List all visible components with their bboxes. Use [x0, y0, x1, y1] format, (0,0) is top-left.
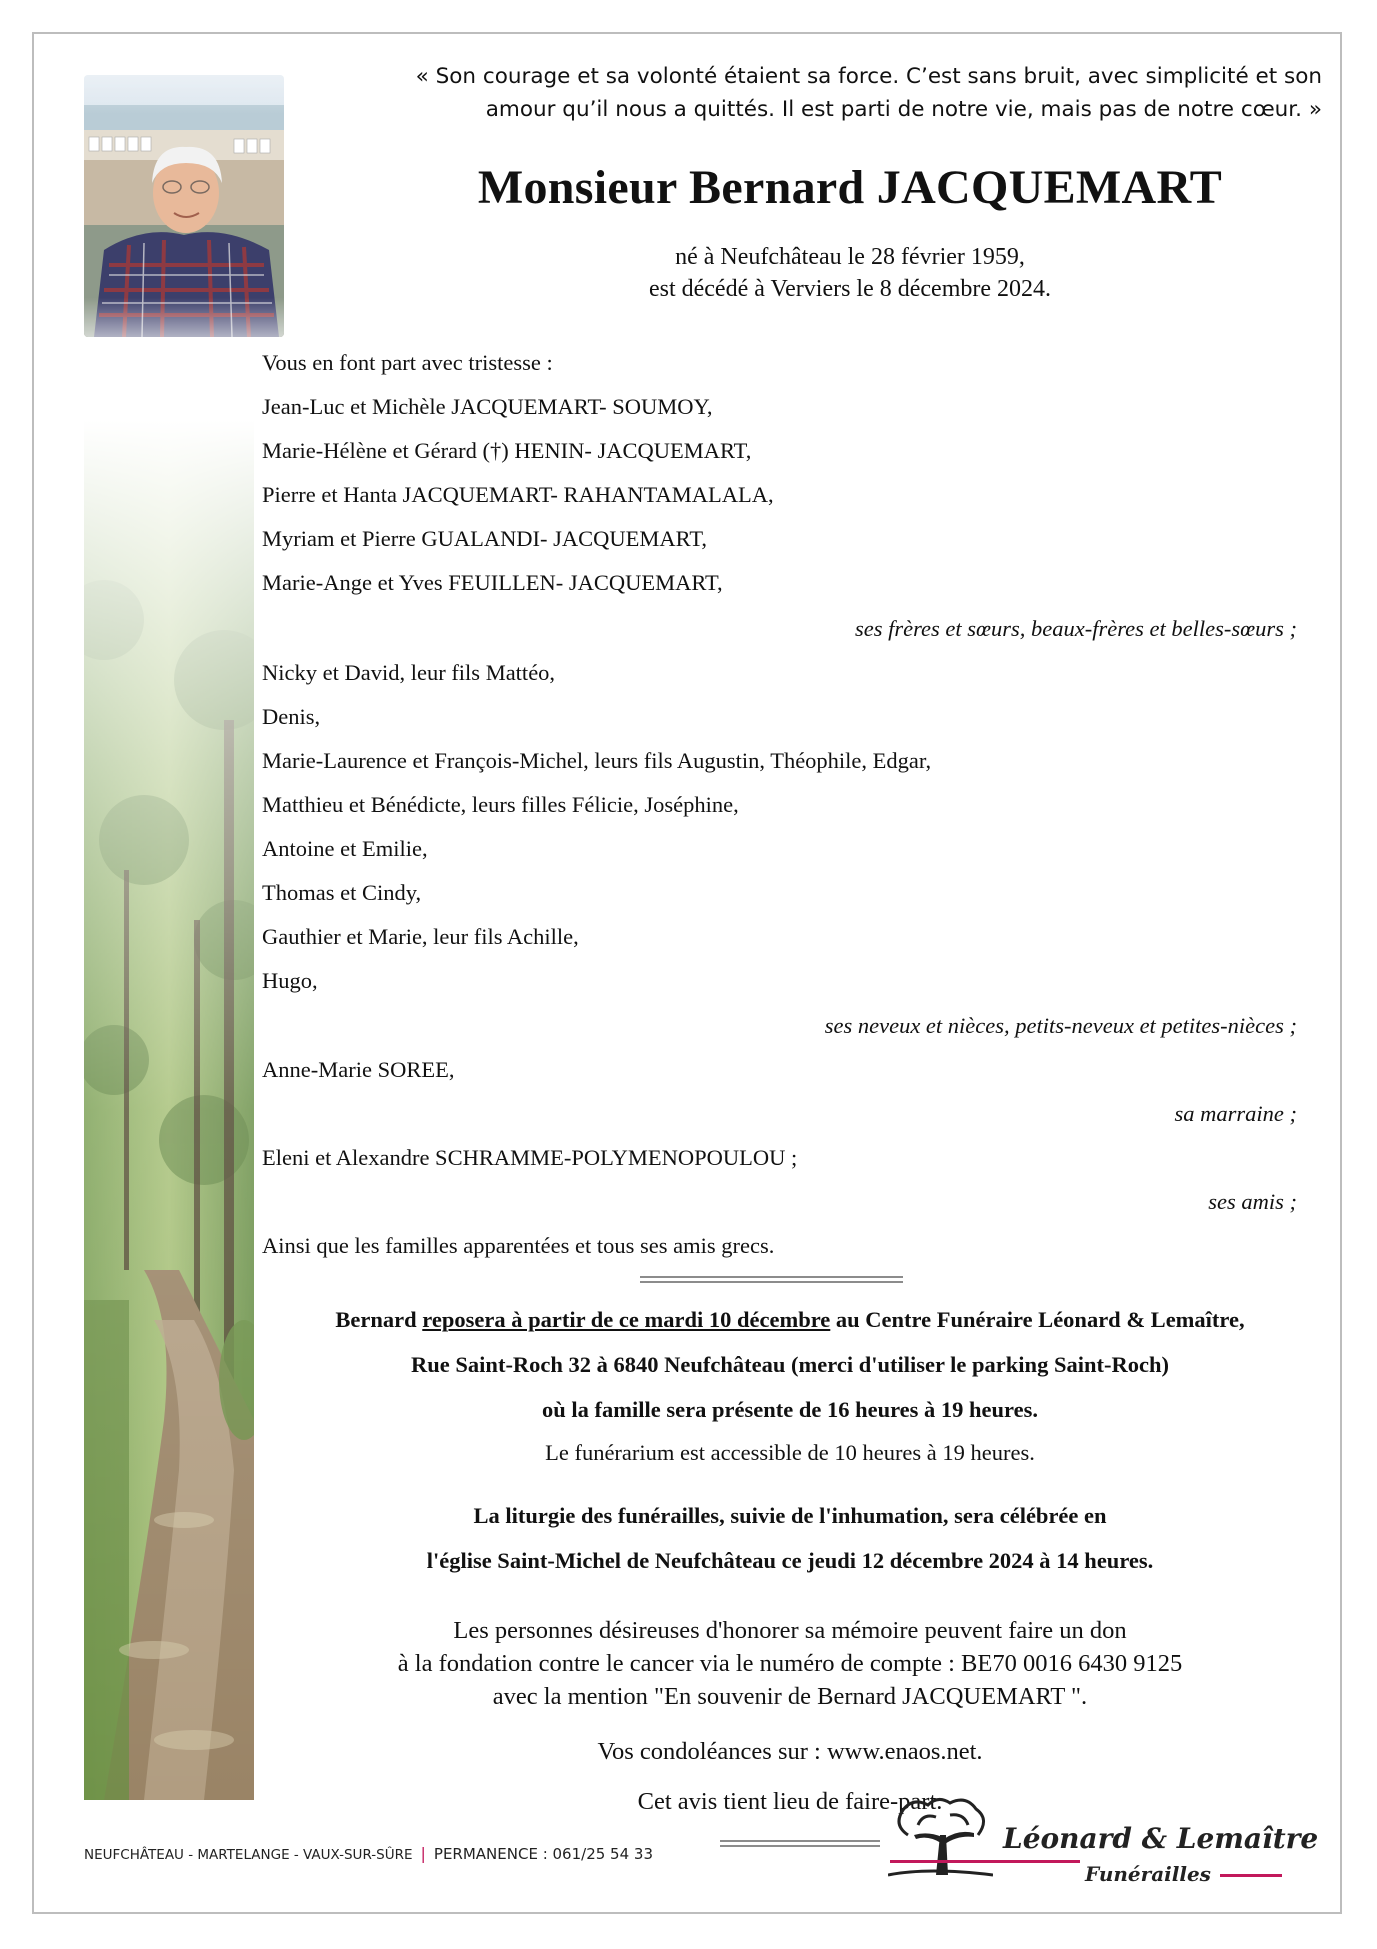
- family-line: Myriam et Pierre GUALANDI- JACQUEMART,: [262, 526, 708, 551]
- quote-line-1: « Son courage et sa volonté étaient sa force. C’est sans bruit, avec simplicité et son: [415, 64, 1322, 89]
- family-line: Pierre et Hanta JACQUEMART- RAHANTAMALALA,: [262, 482, 774, 507]
- visitation-date: reposera à partir de ce mardi 10 décembre: [422, 1307, 831, 1332]
- visitation-line-2: Rue Saint-Roch 32 à 6840 Neufchâteau (merci d'utiliser le parking Saint-Roch): [411, 1352, 1169, 1377]
- family-line: Matthieu et Bénédicte, leurs filles Félicie, Joséphine,: [262, 792, 739, 817]
- visitation-name: Bernard: [335, 1307, 423, 1332]
- visitation-line-4: Le funérarium est accessible de 10 heures à 19 heures.: [545, 1440, 1035, 1465]
- relation-friends: ses amis ;: [1208, 1189, 1297, 1214]
- brand-name: Léonard & Lemaître: [1003, 1822, 1319, 1855]
- family-line: Marie-Laurence et François-Michel, leurs fils Augustin, Théophile, Edgar,: [262, 748, 932, 773]
- footer-permanence: PERMANENCE : 061/25 54 33: [433, 1845, 653, 1863]
- donation-line-3: avec la mention "En souvenir de Bernard JACQUEMART ".: [492, 1683, 1088, 1710]
- forest-path-image: [84, 420, 254, 1800]
- family-line: Marie-Hélène et Gérard (†) HENIN- JACQUEMART,: [262, 438, 752, 463]
- relation-nephews: ses neveux et nièces, petits-neveux et petites-nièces ;: [824, 1013, 1297, 1038]
- birth-line: né à Neufchâteau le 28 février 1959,: [675, 244, 1025, 270]
- portrait-photo: [84, 75, 284, 337]
- family-line: Jean-Luc et Michèle JACQUEMART- SOUMOY,: [262, 394, 713, 419]
- death-line: est décédé à Verviers le 8 décembre 2024.: [648, 276, 1052, 302]
- family-line: Marie-Ange et Yves FEUILLEN- JACQUEMART,: [262, 570, 723, 595]
- family-line: Thomas et Cindy,: [262, 880, 422, 905]
- deceased-name: Monsieur Bernard JACQUEMART: [477, 161, 1223, 214]
- relation-godmother: sa marraine ;: [1174, 1101, 1297, 1126]
- family-line: Anne-Marie SOREE,: [262, 1057, 455, 1082]
- donation-line-2: à la fondation contre le cancer via le numéro de compte : BE70 0016 6430 9125: [397, 1650, 1183, 1677]
- relation-siblings: ses frères et sœurs, beaux-frères et belles-sœurs ;: [854, 616, 1297, 641]
- condolences-line: Vos condoléances sur : www.enaos.net.: [597, 1738, 983, 1765]
- brand-accent-line: [890, 1860, 1080, 1863]
- footer-separator: |: [420, 1844, 426, 1863]
- funeral-line-2: l'église Saint-Michel de Neufchâteau ce jeudi 12 décembre 2024 à 14 heures.: [426, 1548, 1154, 1573]
- section-divider: [640, 1276, 903, 1283]
- tree-logo-icon: [888, 1795, 993, 1885]
- family-line: Denis,: [262, 704, 321, 729]
- brand-subtitle: Funérailles: [1085, 1862, 1211, 1886]
- family-line: Nicky et David, leur fils Mattéo,: [262, 660, 556, 685]
- quote-line-2: amour qu’il nous a quittés. Il est parti de notre vie, mais pas de notre cœur. »: [485, 97, 1322, 122]
- visitation-line-3: où la famille sera présente de 16 heures à 19 heures.: [542, 1397, 1038, 1422]
- footer-locations: NEUFCHÂTEAU - MARTELANGE - VAUX-SUR-SÛRE: [84, 1847, 413, 1863]
- announcement-intro: Vous en font part avec tristesse :: [262, 350, 553, 375]
- donation-line-1: Les personnes désireuses d'honorer sa mémoire peuvent faire un don: [453, 1617, 1127, 1644]
- family-line: Eleni et Alexandre SCHRAMME-POLYMENOPOULOU ;: [262, 1145, 798, 1170]
- footer-contact: [84, 1844, 653, 1863]
- family-line: Antoine et Emilie,: [262, 836, 428, 861]
- visitation-line-1: [270, 1307, 1310, 1333]
- funeral-line-1: La liturgie des funérailles, suivie de l'inhumation, sera célébrée en: [473, 1503, 1107, 1528]
- family-closing: Ainsi que les familles apparentées et tous ses amis grecs.: [262, 1233, 775, 1258]
- visitation-place: au Centre Funéraire Léonard & Lemaître,: [830, 1307, 1245, 1332]
- footer-divider: [720, 1840, 880, 1847]
- brand-accent-line-right: [1220, 1874, 1282, 1877]
- notice-line: Cet avis tient lieu de faire-part.: [637, 1788, 943, 1815]
- family-line: Gauthier et Marie, leur fils Achille,: [262, 924, 579, 949]
- family-line: Hugo,: [262, 968, 318, 993]
